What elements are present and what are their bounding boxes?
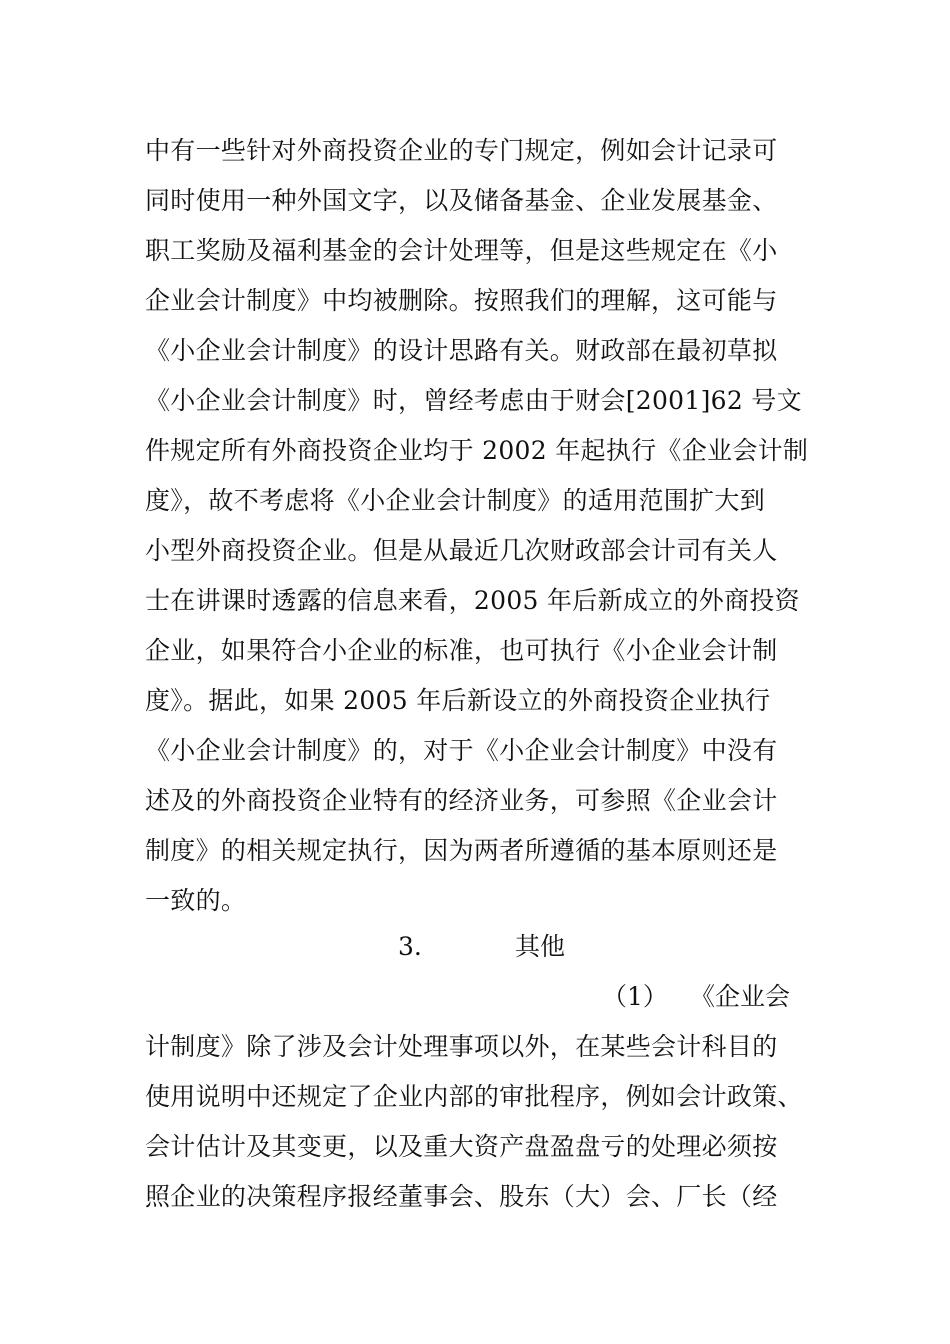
body-text-line: 中有一些针对外商投资企业的专门规定，例如会计记录可 — [145, 136, 778, 165]
item-number: （1） — [602, 982, 668, 1011]
body-text-line: 同时使用一种外国文字，以及储备基金、企业发展基金、 — [145, 186, 778, 215]
body-text-line: 企业会计制度》中均被删除。按照我们的理解，这可能与 — [145, 286, 778, 315]
body-text-line: 照企业的决策程序报经董事会、股东（大）会、厂长（经 — [145, 1182, 778, 1211]
body-text-line: 计制度》除了涉及会计处理事项以外，在某些会计科目的 — [145, 1032, 778, 1061]
body-text-line: 度》，故不考虑将《小企业会计制度》的适用范围扩大到 — [145, 486, 766, 515]
body-text-line: 企业，如果符合小企业的标准，也可执行《小企业会计制 — [145, 636, 778, 665]
body-text-line: 述及的外商投资企业特有的经济业务，可参照《企业会计 — [145, 786, 778, 815]
section-number: 3. — [398, 932, 422, 961]
body-text-line: 士在讲课时透露的信息来看，2005 年后新成立的外商投资 — [145, 586, 800, 615]
section-title: 其他 — [515, 932, 566, 961]
body-text-line: 一致的。 — [145, 886, 247, 915]
body-text-line: 件规定所有外商投资企业均于 2002 年起执行《企业会计制 — [145, 436, 809, 465]
body-text-line: 《小企业会计制度》的，对于《小企业会计制度》中没有 — [145, 736, 778, 765]
body-text-line: 会计估计及其变更，以及重大资产盘盈盘亏的处理必须按 — [145, 1132, 778, 1161]
body-text-line: 度》。据此，如果 2005 年后新设立的外商投资企业执行 — [145, 686, 771, 715]
item-first-text: 《企业会 — [690, 982, 791, 1011]
body-text-line: 制度》的相关规定执行，因为两者所遵循的基本原则还是 — [145, 836, 778, 865]
body-text-line: 《小企业会计制度》时，曾经考虑由于财会[2001]62 号文 — [145, 386, 802, 415]
body-text-line: 职工奖励及福利基金的会计处理等，但是这些规定在《小 — [145, 236, 778, 265]
body-text-line: 《小企业会计制度》的设计思路有关。财政部在最初草拟 — [145, 336, 778, 365]
body-text-line: 小型外商投资企业。但是从最近几次财政部会计司有关人 — [145, 536, 778, 565]
body-text-line: 使用说明中还规定了企业内部的审批程序，例如会计政策、 — [145, 1082, 803, 1111]
